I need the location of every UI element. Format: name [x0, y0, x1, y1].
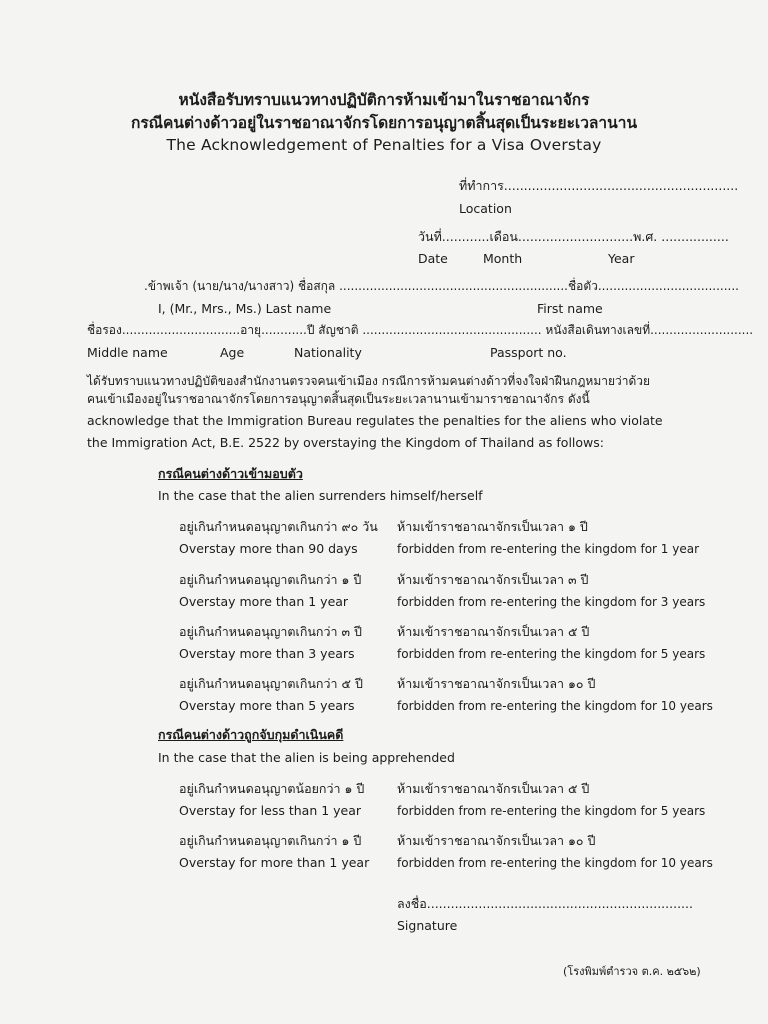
- name-field-th[interactable]: .ข้าพเจ้า (นาย/นาง/นางสาว) ชื่อสกุล ............................................................ชื่อตัว.....................................: [144, 279, 739, 293]
- title-english: The Acknowledgement of Penalties for a Visa Overstay: [166, 136, 602, 154]
- surrender-row-1-pen-th: ห้ามเข้าราชอาณาจักรเป็นเวลา ๑ ปี: [397, 519, 588, 534]
- details-field-th[interactable]: ชื่อรอง...............................อายุ............ปี สัญชาติ ............................................... หนังสือเดินทางเลขที่...........................: [87, 323, 754, 337]
- apprehended-row-2-pen-en: forbidden from re-entering the kingdom for 10 years: [397, 856, 713, 870]
- apprehended-row-1-cond-en: Overstay for less than 1 year: [179, 803, 362, 818]
- surrender-row-4-pen-th: ห้ามเข้าราชอาณาจักรเป็นเวลา ๑๐ ปี: [397, 676, 596, 691]
- apprehended-heading-en: In the case that the alien is being apprehended: [158, 750, 455, 765]
- apprehended-row-2-cond-en: Overstay for more than 1 year: [179, 855, 370, 870]
- surrender-row-2-cond-th: อยู่เกินกำหนดอนุญาตเกินกว่า ๑ ปี: [179, 572, 362, 587]
- intro-english-line-1: acknowledge that the Immigration Bureau regulates the penalties for the aliens who violate: [87, 413, 663, 428]
- intro-thai-line-2: คนเข้าเมืองอยู่ในราชอาณาจักรโดยการอนุญาตสิ้นสุดเป็นระยะเวลานานเข้ามาราชอาณาจักร ดังนี้: [87, 392, 590, 406]
- apprehended-row-2-pen-th: ห้ามเข้าราชอาณาจักรเป็นเวลา ๑๐ ปี: [397, 833, 596, 848]
- date-label-en: Date: [418, 251, 448, 266]
- apprehended-row-2-cond-th: อยู่เกินกำหนดอนุญาตเกินกว่า ๑ ปี: [179, 833, 362, 848]
- surrender-row-4-pen-en: forbidden from re-entering the kingdom for 10 years: [397, 699, 713, 713]
- surrender-row-3-pen-en: forbidden from re-entering the kingdom for 5 years: [397, 647, 706, 661]
- surrender-row-2-cond-en: Overstay more than 1 year: [179, 594, 349, 609]
- surrender-row-2-pen-en: forbidden from re-entering the kingdom for 3 years: [397, 595, 706, 609]
- age-label-en: Age: [220, 345, 245, 360]
- surrender-heading-en: In the case that the alien surrenders himself/herself: [158, 488, 483, 503]
- location-field-th[interactable]: ที่ทำการ...........................................................: [459, 178, 739, 193]
- year-label-en: Year: [608, 251, 635, 266]
- surrender-row-3-cond-th: อยู่เกินกำหนดอนุญาตเกินกว่า ๓ ปี: [179, 624, 362, 639]
- apprehended-row-1-pen-en: forbidden from re-entering the kingdom for 5 years: [397, 804, 706, 818]
- surrender-row-4-cond-en: Overstay more than 5 years: [179, 698, 355, 713]
- intro-english-line-2: the Immigration Act, B.E. 2522 by overstaying the Kingdom of Thailand as follows:: [87, 435, 604, 450]
- intro-thai-line-1: ได้รับทราบแนวทางปฏิบัติของสำนักงานตรวจคนเข้าเมือง กรณีการห้ามคนต่างด้าวที่จงใจฝ่าฝืนกฎหมายว่าด้วย: [87, 374, 651, 388]
- signature-label-en: Signature: [397, 918, 458, 933]
- firstname-label-en: First name: [537, 301, 603, 316]
- month-label-en: Month: [483, 251, 523, 266]
- title-thai-line-2: กรณีคนต่างด้าวอยู่ในราชอาณาจักรโดยการอนุญาตสิ้นสุดเป็นระยะเวลานาน: [130, 114, 638, 132]
- title-thai-line-1: หนังสือรับทราบแนวทางปฏิบัติการห้ามเข้ามาในราชอาณาจักร: [178, 91, 590, 109]
- surrender-row-3-cond-en: Overstay more than 3 years: [179, 646, 355, 661]
- apprehended-row-1-pen-th: ห้ามเข้าราชอาณาจักรเป็นเวลา ๕ ปี: [397, 781, 590, 796]
- apprehended-row-1-cond-th: อยู่เกินกำหนดอนุญาตน้อยกว่า ๑ ปี: [179, 781, 365, 796]
- printer-footer: (โรงพิมพ์ตำรวจ ต.ค. ๒๕๖๒): [563, 965, 701, 978]
- surrender-row-1-cond-th: อยู่เกินกำหนดอนุญาตเกินกว่า ๙๐ วัน: [179, 519, 378, 534]
- nationality-label-en: Nationality: [294, 345, 362, 360]
- surrender-row-4-cond-th: อยู่เกินกำหนดอนุญาตเกินกว่า ๕ ปี: [179, 676, 363, 691]
- surrender-row-1-cond-en: Overstay more than 90 days: [179, 541, 358, 556]
- surrender-row-3-pen-th: ห้ามเข้าราชอาณาจักรเป็นเวลา ๕ ปี: [397, 624, 590, 639]
- middlename-label-en: Middle name: [87, 345, 168, 360]
- date-field-th[interactable]: วันที่............เดือน.............................พ.ศ. .................: [418, 229, 729, 244]
- lastname-label-en: I, (Mr., Mrs., Ms.) Last name: [158, 301, 332, 316]
- signature-field-th[interactable]: ลงชื่อ...................................................................: [397, 896, 693, 911]
- apprehended-heading-th: กรณีคนต่างด้าวถูกจับกุมดำเนินคดี: [158, 727, 344, 742]
- passport-label-en: Passport no.: [490, 345, 567, 360]
- location-label-en: Location: [459, 201, 512, 216]
- surrender-row-1-pen-en: forbidden from re-entering the kingdom for 1 year: [397, 542, 700, 556]
- surrender-row-2-pen-th: ห้ามเข้าราชอาณาจักรเป็นเวลา ๓ ปี: [397, 572, 589, 587]
- surrender-heading-th: กรณีคนต่างด้าวเข้ามอบตัว: [158, 466, 303, 481]
